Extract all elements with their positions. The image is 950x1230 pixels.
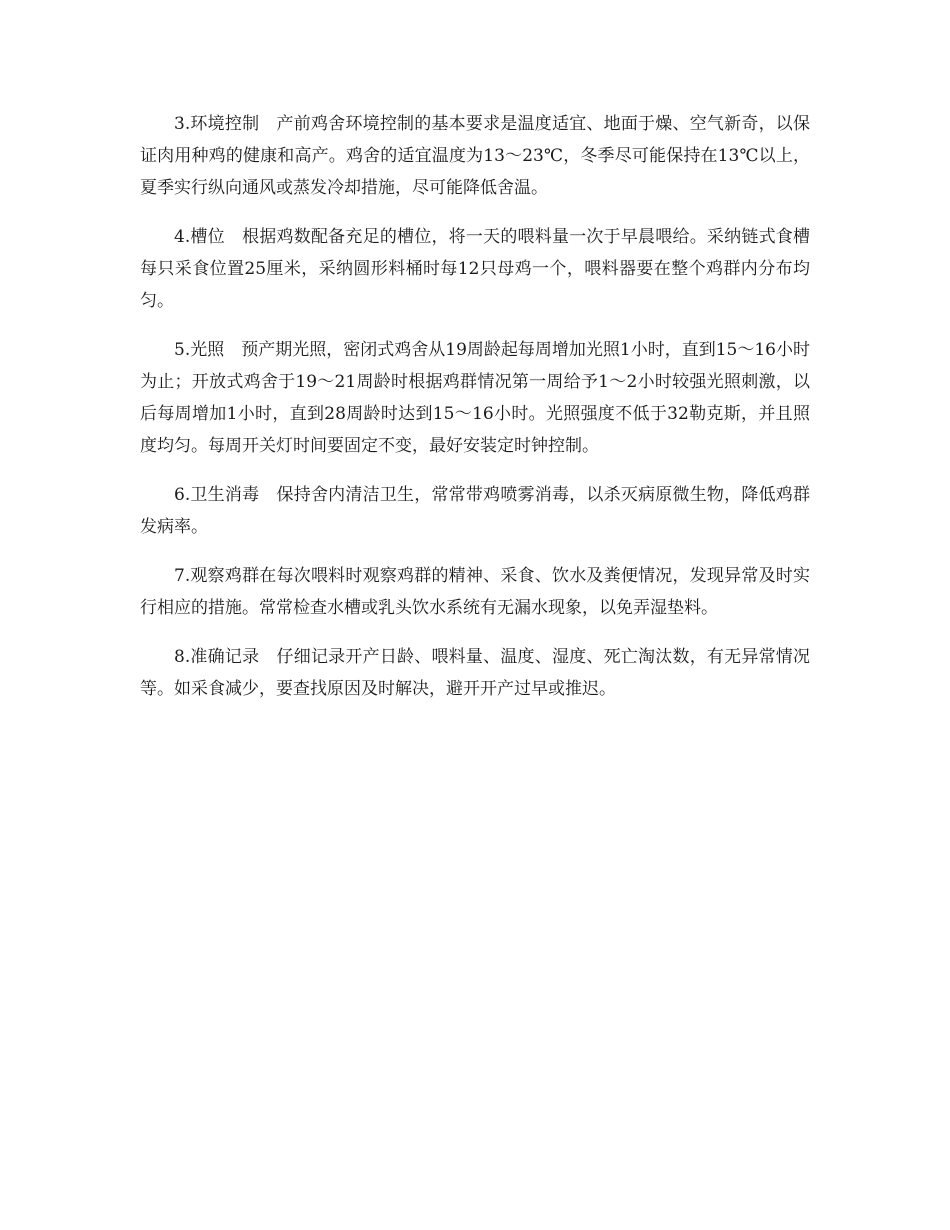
paragraph-flock-observation: 7.观察鸡群在每次喂料时观察鸡群的精神、采食、饮水及粪便情况，发现异常及时实行相应的措施。常常检查水槽或乳头饮水系统有无漏水现象，以免弄湿垫料。 [140,566,810,618]
paragraph-lighting: 5.光照 预产期光照，密闭式鸡舍从19周龄起每周增加光照1小时，直到15～16小时为止；开放式鸡舍于19～21周龄时根据鸡群情况第一周给予1～2小时较强光照刺激，以后每周增加1小时，直到28周龄时达到15～16小时。光照强度不低于32勒克斯，并且照度均匀。每周开关灯时间要固定不变，最好安装定时钟控制。 [140,340,810,456]
paragraph-environment-control: 3.环境控制 产前鸡舍环境控制的基本要求是温度适宜、地面于燥、空气新奇，以保证肉用种鸡的健康和高产。鸡舍的适宜温度为13～23℃，冬季尽可能保持在13℃以上，夏季实行纵向通风或蒸发冷却措施，尽可能降低舍温。 [140,114,810,198]
document-page [140,108,810,722]
paragraph-feeder-space: 4.槽位 根据鸡数配备充足的槽位，将一天的喂料量一次于早晨喂给。采纳链式食槽每只采食位置25厘米，采纳圆形料桶时每12只母鸡一个，喂料器要在整个鸡群内分布均匀。 [140,227,810,311]
paragraph-record-keeping: 8.准确记录 仔细记录开产日龄、喂料量、温度、湿度、死亡淘汰数，有无异常情况等。如采食减少，要查找原因及时解决，避开开产过早或推迟。 [140,647,810,699]
paragraph-hygiene-disinfection: 6.卫生消毒 保持舍内清洁卫生，常常带鸡喷雾消毒，以杀灭病原微生物，降低鸡群发病率。 [140,485,810,537]
